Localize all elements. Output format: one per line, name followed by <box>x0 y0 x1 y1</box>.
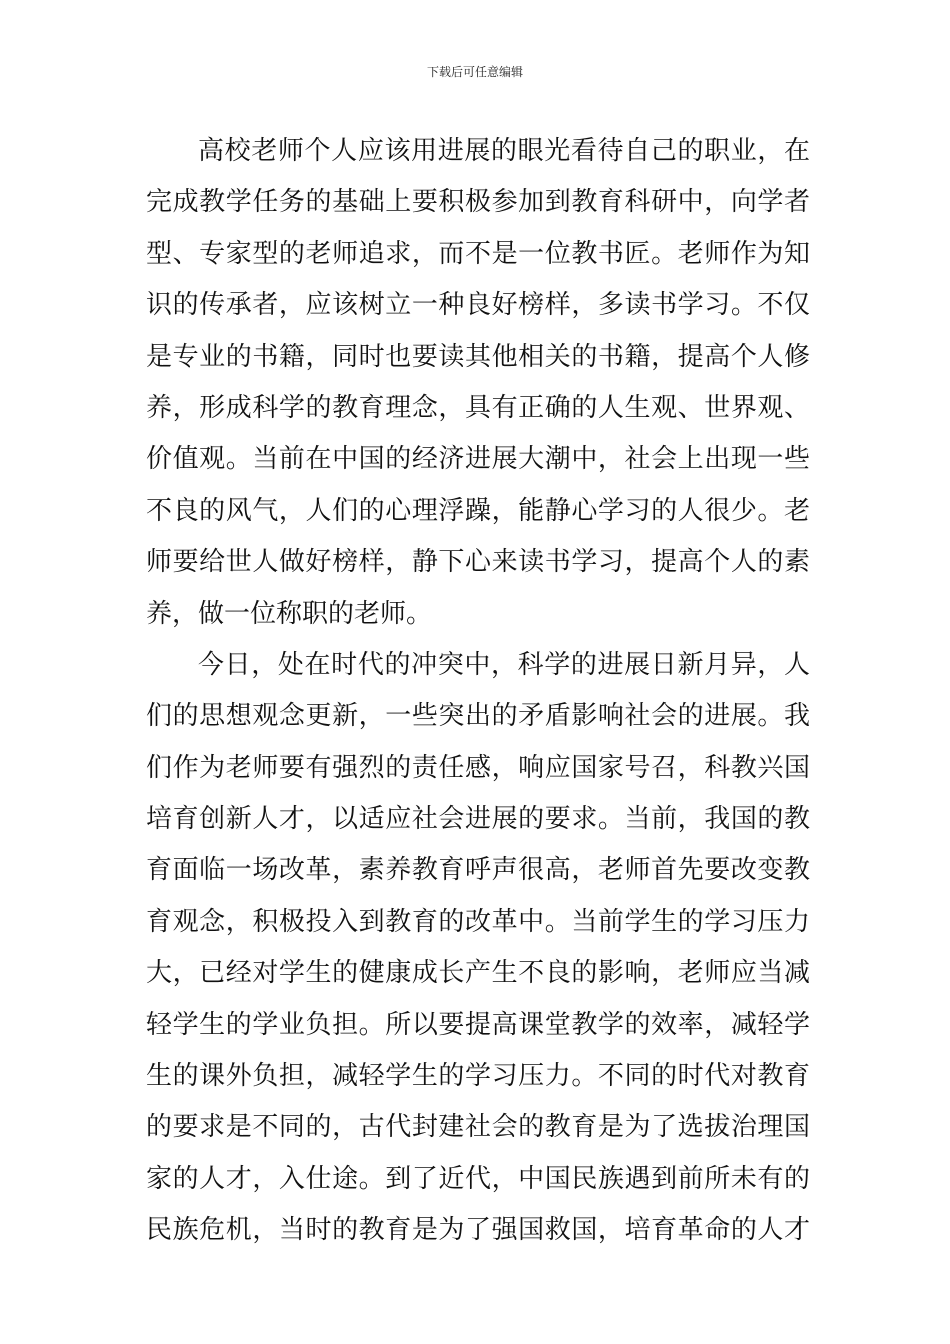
text-line: 民族危机，当时的教育是为了强国救国，培育革命的人才 <box>146 1215 810 1246</box>
text-line: 大，已经对学生的健康成长产生不良的影响，老师应当减 <box>146 958 810 989</box>
text-line: 们作为老师要有强烈的责任感，响应国家号召，科教兴国 <box>146 752 810 783</box>
text-line: 不良的风气，人们的心理浮躁，能静心学习的人很少。老 <box>146 495 810 526</box>
text-line: 完成教学任务的基础上要积极参加到教育科研中，向学者 <box>146 187 810 218</box>
text-line: 养，做一位称职的老师。 <box>146 598 433 629</box>
text-line: 的要求是不同的，古代封建社会的教育是为了选拔治理国 <box>146 1112 810 1143</box>
text-line: 轻学生的学业负担。所以要提高课堂教学的效率，减轻学 <box>146 1009 810 1040</box>
text-line: 育面临一场改革，素养教育呼声很高，老师首先要改变教 <box>146 855 810 886</box>
document-body <box>146 126 810 1257</box>
text-line: 们的思想观念更新，一些突出的矛盾影响社会的进展。我 <box>146 701 810 732</box>
text-line: 识的传承者，应该树立一种良好榜样，多读书学习。不仅 <box>146 290 810 321</box>
text-line: 师要给世人做好榜样，静下心来读书学习，提高个人的素 <box>146 547 810 578</box>
text-line: 型、专家型的老师追求，而不是一位教书匠。老师作为知 <box>146 238 810 269</box>
page-header: 下载后可任意编辑 <box>426 65 523 79</box>
text-line: 养，形成科学的教育理念，具有正确的人生观、世界观、 <box>146 392 810 423</box>
text-line: 育观念，积极投入到教育的改革中。当前学生的学习压力 <box>146 906 810 937</box>
text-line: 价值观。当前在中国的经济进展大潮中，社会上出现一些 <box>146 444 810 475</box>
text-line: 是专业的书籍，同时也要读其他相关的书籍，提高个人修 <box>146 341 810 372</box>
text-line: 今日，处在时代的冲突中，科学的进展日新月异，人 <box>198 649 810 680</box>
text-line: 培育创新人才，以适应社会进展的要求。当前，我国的教 <box>146 804 810 835</box>
text-line: 家的人才，入仕途。到了近代，中国民族遇到前所未有的 <box>146 1163 810 1194</box>
text-line: 高校老师个人应该用进展的眼光看待自己的职业，在 <box>198 136 810 166</box>
text-line: 生的课外负担，减轻学生的学习压力。不同的时代对教育 <box>146 1061 810 1092</box>
